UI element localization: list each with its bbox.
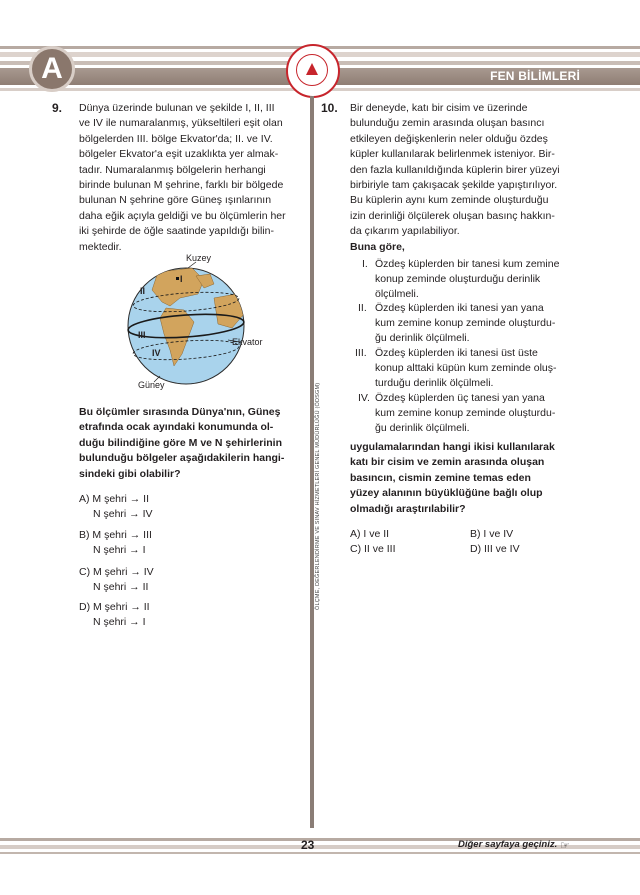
page-number: 23 [301, 838, 315, 852]
text-line: ve IV ile numaralanmış, yükseltileri eşit olan [79, 117, 283, 130]
text-line: Bu küplerin aynı kum zeminde oluşturduğu [350, 194, 549, 207]
option-m-line: M şehri → II [93, 601, 150, 613]
pointing-hand-icon: ☞ [560, 840, 570, 852]
item-line: Özdeş küplerden iki tanesi yan yana [375, 302, 544, 314]
item-line: konup alttaki küpün kum zeminde oluş- [375, 362, 557, 374]
answer-option[interactable] [470, 527, 513, 542]
answer-option[interactable] [350, 542, 396, 557]
option-m-line: M şehri → III [92, 529, 152, 541]
stem-line: uygulamalarından hangi ikisi kullanılarak [350, 441, 555, 453]
item-line: konup zeminde oluşturduğu derinlik [375, 273, 541, 285]
question-10-stem [350, 440, 590, 517]
stem-line: etrafında ocak ayındaki konumunda ol- [79, 421, 274, 434]
option-m-line: M şehri → IV [93, 566, 154, 578]
stem-line: yüzey alanının büyüklüğüne bağlı olup [350, 487, 543, 500]
next-page-note: Diğer sayfaya geçiniz. [458, 839, 558, 850]
text-line: küpler kullanılarak belirlenmek isteniyor. Bir- [350, 148, 555, 161]
stem-line: olmadığı araştırılabilir? [350, 502, 466, 515]
stem-line: katı bir cisim ve zemin arasında oluşan [350, 456, 545, 469]
option-m-line: M şehri → II [92, 493, 150, 505]
equator-label: Ekvator [232, 337, 263, 347]
stem-line: duğu bilindiğine göre M ve N şehirlerinin [79, 436, 283, 449]
question-9-text [79, 101, 304, 255]
item-number: IV. [358, 392, 370, 404]
stem-line: Bu ölçümler sırasında Dünya'nın, Güneş [79, 406, 281, 418]
option-n-line: N şehri → II [93, 581, 149, 593]
text-line: den fazla kullanıldığında küplerin birer yüzeyi [350, 163, 560, 176]
option-text: II ve III [364, 543, 396, 555]
text-line: tadır. Numaralanmış bölgelerin herhangi [79, 163, 266, 176]
region-label: III [138, 330, 146, 340]
option-text: III ve IV [484, 543, 520, 555]
item-line: Özdeş küplerden üç tanesi yan yana [375, 392, 545, 404]
south-label: Güney [138, 380, 165, 390]
option-letter: A) [79, 493, 93, 505]
region-label: I [180, 274, 183, 284]
answer-option[interactable] [79, 492, 153, 522]
option-text: I ve II [363, 528, 390, 540]
vertical-credit: ÖLÇME, DEĞERLENDİRME VE SINAV HİZMETLERİ GENEL MÜDÜRLÜĞÜ (ÖDSGM) [315, 382, 321, 610]
region-label: II [140, 286, 146, 296]
option-n-line: N şehri → IV [93, 508, 153, 520]
region-label: IV [152, 348, 161, 358]
option-letter: B) [470, 528, 484, 540]
stem-line: basıncın, cismin zemine temas eden [350, 471, 531, 484]
option-letter: B) [79, 529, 93, 541]
text-line: bölgeler Ekvator'a eşit uzaklıkta yer almak- [79, 148, 279, 161]
question-number: 10. [321, 101, 338, 115]
item-line: ölçülmeli. [375, 288, 419, 300]
option-n-line: N şehri → I [93, 544, 146, 556]
text-line: iki şehirde de öğle saatinde yapıldığı bilin- [79, 225, 274, 238]
item-number: I. [362, 258, 368, 270]
option-letter: C) [79, 566, 93, 578]
text-line: Bir deneyde, katı bir cisim ve üzerinde [350, 102, 528, 114]
item-text [375, 301, 555, 346]
item-line: Özdeş küplerden bir tanesi kum zemine [375, 258, 560, 270]
stem-line: bulunduğu bölgeler aşağıdakilerin hangi- [79, 452, 285, 465]
option-letter: A) [350, 528, 364, 540]
option-letter: C) [350, 543, 364, 555]
option-text: I ve IV [483, 528, 514, 540]
question-9-stem [79, 405, 304, 482]
option-letter: D) [79, 601, 93, 613]
item-line: turduğu derinlik ölçülmeli. [375, 377, 494, 389]
ministry-seal-icon [286, 44, 340, 98]
text-line: birinde bulunan M şehrine, farklı bir bölgede [79, 179, 284, 192]
subject-title: FEN BİLİMLERİ [490, 69, 580, 83]
question-number: 9. [52, 101, 63, 115]
item-line: kum zemine konup zeminde oluşturdu- [375, 317, 556, 329]
answer-option[interactable] [350, 527, 389, 542]
item-line: kum zemine konup zeminde oluşturdu- [375, 407, 556, 419]
item-line: Özdeş küplerden iki tanesi üst üste [375, 347, 538, 359]
text-line: bulunduğu zemin arasında oluşan basıncı [350, 117, 545, 130]
answer-option[interactable] [79, 528, 152, 558]
text-line: izin derinliği ölçülerek oluşan basınç hakkın- [350, 209, 555, 222]
question-10-text [350, 101, 590, 240]
answer-option[interactable] [470, 542, 520, 557]
text-line: birbiriyle tam çakışacak şekilde yapıştırılıyor. [350, 179, 558, 192]
text-line: bulunan N şehrine göre Güneş ışınlarının [79, 194, 272, 207]
text-line: bölgelerden III. bölge Ekvator'da; II. ve IV. [79, 132, 273, 145]
globe-figure [118, 254, 278, 394]
text-line: etkileyen değişkenlerin neler olduğu özdeş [350, 132, 548, 145]
option-n-line: N şehri → I [93, 616, 146, 628]
north-label: Kuzey [186, 253, 212, 263]
text-line: mektedir. [79, 240, 122, 253]
column-divider [310, 96, 314, 828]
question-10-lead: Buna göre, [350, 241, 405, 253]
answer-option[interactable] [79, 600, 150, 630]
item-line: ğu derinlik ölçülmeli. [375, 422, 470, 434]
option-letter: D) [470, 543, 484, 555]
item-text [375, 257, 559, 302]
footer-stripe [0, 852, 640, 854]
booklet-letter-badge: A [29, 46, 75, 92]
text-line: daha eğik açıyla geldiği ve bu ölçümlerin her [79, 209, 286, 222]
item-number: II. [358, 302, 367, 314]
answer-option[interactable] [79, 565, 154, 595]
text-line: Dünya üzerinde bulunan ve şekilde I, II, III [79, 102, 275, 114]
item-text [375, 346, 557, 391]
text-line: da çıkarım yapılabiliyor. [350, 225, 460, 238]
item-number: III. [355, 347, 367, 359]
item-line: ğu derinlik ölçülmeli. [375, 332, 470, 344]
item-text [375, 391, 555, 436]
stem-line: sindeki gibi olabilir? [79, 467, 181, 480]
